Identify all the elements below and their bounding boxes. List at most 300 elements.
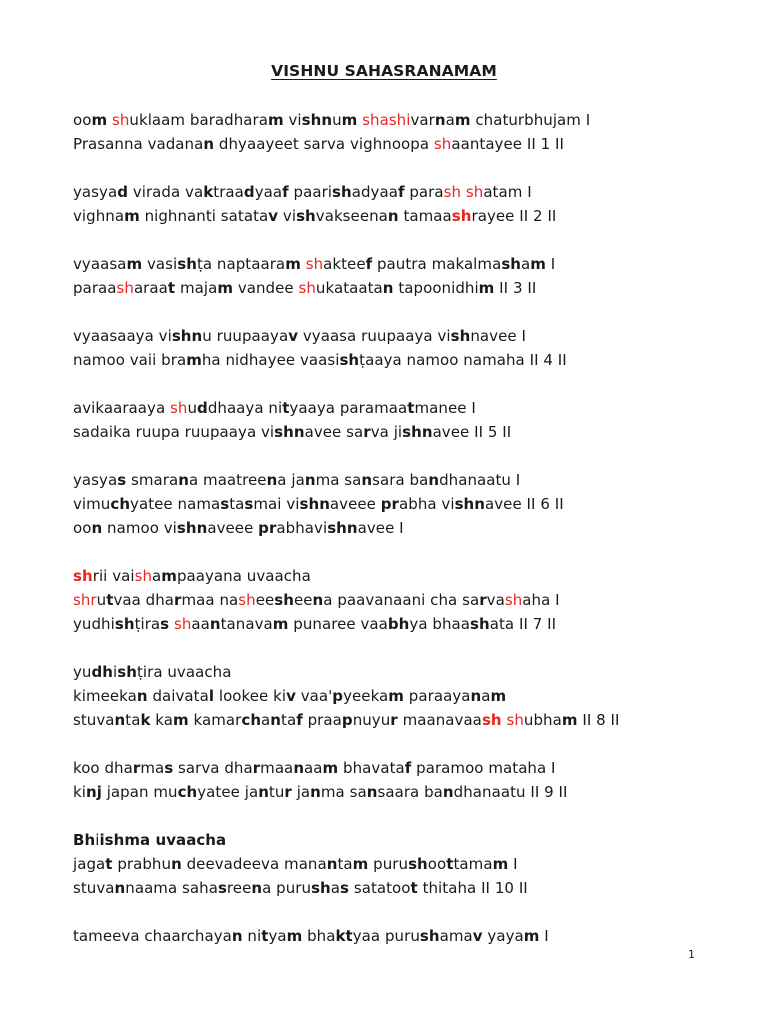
verse-segment: ch [177,783,198,801]
verse-line [73,684,753,708]
verse-line [73,516,753,540]
verse-segment: avee II 6 II [485,495,564,513]
verse-segment: v [268,207,279,225]
verse-segment: sh [470,615,490,633]
stanza-gap [73,444,753,468]
verse-line [73,108,753,132]
verse-segment: n [231,927,243,945]
verse-segment: adyaa [351,183,398,201]
verse-segment: avee II 5 II [432,423,512,441]
verse-segment: ee [293,591,313,609]
verse-segment: tameeva chaarchaya [73,927,232,945]
verse-segment: s [117,471,127,489]
verse-segment: sh [238,591,256,609]
verse-segment: m [267,111,284,129]
verse-segment: n [171,855,182,873]
verse-segment: u [96,591,107,609]
verse-segment: d [117,183,128,201]
verse-segment: ya [268,927,287,945]
verse-segment: ṭaaya namoo namaha II 4 II [359,351,567,369]
verse-segment: n [209,615,221,633]
verse-segment: dhaaya ni [207,399,283,417]
verse-segment: ata II 7 II [489,615,557,633]
verse-segment: namoo vi [102,519,177,537]
verse-segment: sh [114,615,135,633]
verse-segment: virada va [128,183,204,201]
verse-segment: paayana uvaacha [176,567,311,585]
verse-segment: yaaya paramaa [289,399,408,417]
verse-segment: manee I [414,399,476,417]
verse-segment: n [304,471,316,489]
verse-segment: paramoo mataha I [411,759,556,777]
verse-segment: m [124,207,140,225]
verse-segment: sh [501,255,522,273]
verse-segment: a [261,711,271,729]
verse-segment: sh [305,255,324,273]
verse-segment: t [407,399,415,417]
verse-line [73,276,753,300]
verse-segment: II 3 II [494,279,537,297]
verse-segment: araa [133,279,168,297]
verse-segment: n [114,711,126,729]
verse-segment: sh [111,111,130,129]
verse-segment: n [312,591,324,609]
verse-segment: n [382,279,394,297]
verse-segment: tamaa [398,207,452,225]
verse-segment: vasi [142,255,178,273]
verse-segment: t [261,927,269,945]
verse-segment: v [472,927,483,945]
verse-segment: vyaasa ruupaaya vi [298,327,451,345]
verse-segment: tanava [220,615,273,633]
verse-segment: sh [451,207,472,225]
verse-segment: I [545,255,556,273]
verse-segment: aveee [207,519,259,537]
verse-segment: satatoo [349,879,411,897]
verse-line [73,876,753,900]
verse-segment: u ruupaaya [202,327,289,345]
verse-segment: sh [408,855,428,873]
verse-segment: ha nidhayee vaasi [201,351,340,369]
verse-segment: m [272,615,289,633]
verse-segment: ṭira [134,615,161,633]
verse-segment: a [330,879,341,897]
verse-segment: aha I [522,591,560,609]
verse-segment: abhavi [276,519,328,537]
verse-segment: vyaasaaya vi [73,327,172,345]
verse-segment: ukataata [315,279,383,297]
verse-segment: ki [73,783,86,801]
verse-line [73,564,753,588]
verse-segment: t [105,855,113,873]
verse-segment: var [410,111,435,129]
verse-segment: namoo vaii bra [73,351,187,369]
verse-segment: paraa [73,279,117,297]
verse-segment: yasya [73,183,118,201]
verse-segment: a [164,591,175,609]
verse-segment: d [243,183,255,201]
verse-segment: maa na [181,591,239,609]
verse-line [73,348,753,372]
verse-segment: a puru [262,879,312,897]
verse-segment: n [470,687,482,705]
verse-segment: n [178,471,189,489]
verse-segment: aktee [323,255,366,273]
stanza-gap [73,300,753,324]
verse-segment: prabhu [112,855,172,873]
verse-segment: t [446,855,454,873]
verse-segment: a [152,567,162,585]
stanza-gap [73,636,753,660]
verse-segment: yeeka [343,687,389,705]
verse-line [73,828,753,852]
verse-line [73,708,753,732]
verse-segment: sadaika ruupa ruupaaya vi [73,423,275,441]
verse-segment: tu [268,783,285,801]
verse-segment: ja [291,783,311,801]
verse-segment: m [341,111,358,129]
verse-line [73,924,753,948]
verse-segment: u [332,111,342,129]
verse-segment: dhyaayeet sarva vighnoopa [214,135,434,153]
verse-segment: k [140,711,151,729]
verse-segment: smara [126,471,179,489]
verse-segment: a [445,111,455,129]
verse-segment: shn [454,495,486,513]
verse-segment: bh [387,615,410,633]
verse-segment: m [161,567,177,585]
verse-segment: yudhi [73,615,115,633]
verse-segment: m [91,111,108,129]
verse-segment: I [539,927,549,945]
stanza-gap [73,804,753,828]
verse-segment: f [282,183,289,201]
verse-segment: sh [339,351,360,369]
verse-segment: n [114,879,126,897]
verse-segment: s [340,879,350,897]
verse-segment: maja [175,279,218,297]
verse-segment: p [341,711,353,729]
verse-segment: n [366,783,378,801]
verse-segment: va ji [370,423,403,441]
verse-segment: sh [134,567,152,585]
verse-segment: a [521,255,531,273]
verse-segment: n [266,471,278,489]
verse-segment: m [126,255,143,273]
verse-segment: sh [117,663,137,681]
verse-segment: n [251,879,263,897]
verse-segment: m [454,111,471,129]
verse-segment: sh [296,207,316,225]
verse-segment: t [410,879,418,897]
verse-segment: bha [302,927,336,945]
verse-segment: r [284,783,292,801]
verse-segment: ch [241,711,262,729]
verse-segment: r [132,759,141,777]
stanza-gap [73,228,753,252]
verse-segment: dhanaatu II 9 II [453,783,568,801]
verse-segment: aa [304,759,323,777]
verse-segment: sh [311,879,331,897]
verse-segment: naama saha [125,879,218,897]
verse-line [73,324,753,348]
verse-segment: n [326,855,338,873]
verse-segment: avikaaraaya [73,399,171,417]
verse-segment: nj [85,783,102,801]
verse-segment: ma [140,759,165,777]
verse-segment: sh sh [443,183,484,201]
verse-segment: vi [283,111,302,129]
verse-segment: s [244,495,254,513]
verse-segment: s [160,615,170,633]
verse-segment: m [490,687,507,705]
verse-segment: shn [176,519,208,537]
verse-segment: sh [116,279,134,297]
verse-line [73,180,753,204]
verse-segment: abha vi [399,495,455,513]
verse-segment: sh [504,591,523,609]
verse-segment: i [113,663,118,681]
page-number: 1 [688,948,695,961]
verse-segment: ka [150,711,174,729]
verse-segment: ta [337,855,353,873]
verse-segment: vimu [73,495,111,513]
verse-segment: ma sa [315,471,362,489]
verse-segment: ta [229,495,245,513]
verse-segment: shn [301,111,333,129]
verse-segment: m [492,855,509,873]
verse-line [73,204,753,228]
verse-segment: s [220,495,230,513]
verse-segment: ṭa naptaara [196,255,286,273]
verse-segment: vakseena [315,207,388,225]
verse-segment: mai vi [253,495,300,513]
verse-segment: a paavanaani cha sa [323,591,480,609]
verse-segment: n [442,783,454,801]
verse-segment: s [217,879,227,897]
document-title: VISHNU SAHASRANAMAM [271,62,497,80]
verse-segment: m [217,279,233,297]
verse-segment: oo [73,111,92,129]
verse-segment: shn [299,495,330,513]
verse-segment: ma sa [320,783,367,801]
verse-segment: n [428,471,440,489]
verse-segment: v [288,327,299,345]
verse-segment: f [296,711,303,729]
verse-line [73,660,753,684]
verse-segment: n [91,519,103,537]
verse-segment: thitaha II 10 II [417,879,528,897]
verse-segment: shr [73,591,97,609]
verse-segment: sarva dha [173,759,253,777]
verse-segment: ch [110,495,131,513]
verse-segment: shn [274,423,305,441]
verse-segment: f [365,255,373,273]
verse-segment: punaree vaa [288,615,388,633]
verse-segment: yu [73,663,92,681]
verse-segment: kt [335,927,353,945]
verse-segment: daivata [147,687,209,705]
verse-segment: sh [177,255,197,273]
verse-line [73,252,753,276]
verse-segment: pr [380,495,399,513]
verse-segment: sh [274,591,294,609]
verse-segment: i [95,831,100,849]
verse-segment: m [186,351,202,369]
verse-segment: stuva [73,879,115,897]
verse-line [73,396,753,420]
verse-segment: maa [260,759,294,777]
verse-segment: n [258,783,269,801]
verse-segment: aantayee II 1 II [451,135,564,153]
verse-segment: vighna [73,207,125,225]
verse-segment: ta [281,711,297,729]
verse-segment: puru [368,855,409,873]
verse-segment: I [508,855,518,873]
verse-segment: r [174,591,182,609]
verse-segment: d [197,399,208,417]
verse-segment: yasya [73,471,118,489]
verse-line [73,780,753,804]
verse-line [73,132,753,156]
verse-body [73,108,753,948]
verse-segment: v [286,687,296,705]
verse-segment: oo [73,519,92,537]
verse-segment: ṭira uvaacha [136,663,232,681]
verse-segment: vaa dh [113,591,165,609]
verse-segment: m [478,279,495,297]
verse-segment: pautra makalma [372,255,502,273]
verse-segment: stuva [73,711,115,729]
verse-segment: n [361,471,373,489]
verse-segment: f [397,183,405,201]
verse-segment: sh [450,327,471,345]
verse-segment: ubha [523,711,562,729]
verse-segment: m [523,927,540,945]
verse-segment: va [486,591,505,609]
verse-segment: kimeeka [73,687,137,705]
verse-segment: dhanaatu I [439,471,521,489]
verse-segment: sh [419,927,440,945]
verse-segment: sh [173,615,192,633]
verse-segment: l [208,687,215,705]
verse-segment: m [285,255,301,273]
stanza-gap [73,540,753,564]
verse-segment: paraaya [403,687,471,705]
verse-segment: f [404,759,412,777]
verse-segment: r [479,591,487,609]
verse-line [73,612,753,636]
verse-segment: vaa' [295,687,333,705]
verse-segment: yaya [482,927,524,945]
verse-segment: vyaasa [73,255,127,273]
verse-segment: ni [242,927,262,945]
verse-segment: vandee [233,279,299,297]
verse-segment: u [187,399,198,417]
verse-segment: paari [288,183,333,201]
verse-segment: k [203,183,214,201]
verse-segment: r [252,759,261,777]
verse-segment: maanavaa [397,711,482,729]
verse-segment: sara ba [372,471,429,489]
verse-segment: oo [427,855,447,873]
verse-segment: shashi [362,111,411,129]
verse-segment: ii vai [98,567,135,585]
verse-segment: sh [298,279,316,297]
stanza-gap [73,732,753,756]
verse-segment: yaa [254,183,283,201]
verse-segment: Prasanna vadana [73,135,204,153]
verse-segment: avee sa [304,423,364,441]
verse-segment: deevadeeva mana [181,855,327,873]
verse-line [73,756,753,780]
verse-segment: shn [171,327,203,345]
verse-segment: tama [453,855,493,873]
verse-line [73,492,753,516]
verse-segment: sh [170,399,188,417]
verse-segment: saara ba [377,783,443,801]
verse-segment: nighnanti satata [139,207,269,225]
verse-segment: ya bhaa [409,615,471,633]
verse-segment: m [173,711,189,729]
verse-segment: m [352,855,369,873]
stanza-gap [73,372,753,396]
stanza-gap [73,900,753,924]
verse-segment: sh [506,711,524,729]
verse-segment: aa [191,615,210,633]
verse-segment: II 8 II [577,711,620,729]
verse-segment: p [332,687,344,705]
verse-segment: japan mu [101,783,178,801]
verse-segment: sh [481,711,502,729]
verse-line [73,468,753,492]
verse-segment: vi [278,207,297,225]
verse-segment: m [322,759,339,777]
verse-segment: jaga [73,855,106,873]
verse-segment: bhavata [338,759,405,777]
verse-line [73,420,753,444]
verse-segment: n [203,135,215,153]
verse-segment: sh [332,183,352,201]
verse-segment: navee I [470,327,526,345]
verse-segment: t [106,591,114,609]
verse-segment: ee [255,591,275,609]
verse-segment: a [481,687,491,705]
verse-segment: r [92,567,99,585]
verse-segment: aveee [329,495,381,513]
verse-segment: ishma uvaacha [99,831,227,849]
verse-segment: n [434,111,446,129]
verse-line [73,588,753,612]
verse-segment: chaturbhujam I [470,111,591,129]
verse-segment: yatee ja [197,783,259,801]
verse-segment: n [310,783,321,801]
verse-segment: dh [91,663,114,681]
verse-segment: a ja [277,471,305,489]
verse-segment: n [387,207,399,225]
verse-segment: m [530,255,546,273]
verse-segment: rayee II 2 II [471,207,557,225]
verse-segment: n [136,687,148,705]
verse-segment: lookee ki [214,687,287,705]
verse-segment: t [167,279,176,297]
verse-segment: r [390,711,398,729]
verse-segment: koo dha [73,759,133,777]
verse-segment: yatee nama [130,495,221,513]
verse-segment: shn [327,519,358,537]
verse-segment: atam I [483,183,532,201]
stanza-gap [73,156,753,180]
